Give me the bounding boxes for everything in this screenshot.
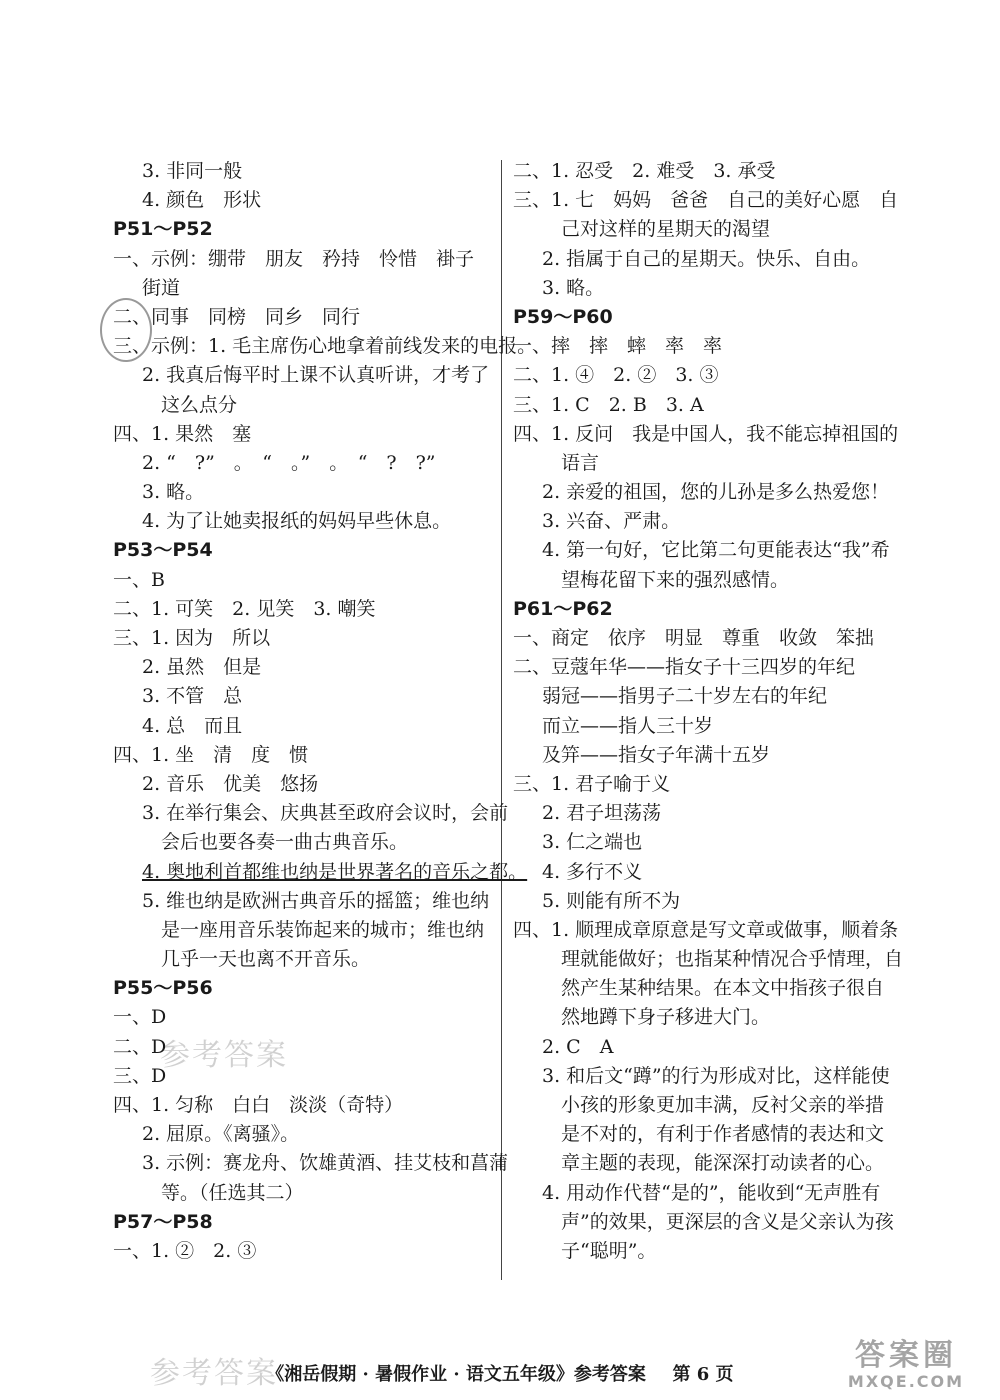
answer-text: 街道 <box>142 276 181 299</box>
answer-text: 声”的效果，更深层的含义是父亲认为孩 <box>561 1210 894 1233</box>
answer-line <box>513 1062 893 1091</box>
answer-text: 一、示例：绷带 朋友 矜持 怜惜 褂子 <box>113 247 475 270</box>
answer-text: 3. 在举行集会、庆典甚至政府会议时，会前 <box>142 802 509 825</box>
answer-line <box>513 157 893 186</box>
answer-line <box>113 1120 493 1149</box>
answer-line <box>513 391 893 420</box>
answer-text: 四、1. 匀称 白白 淡淡（奇特） <box>113 1094 404 1116</box>
answer-text: 2. 屈原。《离骚》。 <box>142 1123 300 1146</box>
answer-line <box>513 361 893 390</box>
answer-text: 章主题的表现，能深深打动读者的心。 <box>561 1152 885 1175</box>
watermark-main: 答案圈 <box>855 1338 957 1373</box>
answer-text: 这么点分 <box>161 393 238 416</box>
answer-text: 四、1. 果然 塞 <box>113 422 252 445</box>
answer-text: 二、1. ④ 2. ② 3. ③ <box>513 364 719 387</box>
answer-line <box>113 712 493 741</box>
answer-line <box>113 245 493 274</box>
answer-line <box>513 1208 893 1237</box>
answer-text: 小孩的形象更加丰满，反衬父亲的举措 <box>561 1094 885 1116</box>
watermark <box>826 1340 986 1400</box>
answer-line <box>113 887 493 916</box>
answer-line <box>113 858 528 887</box>
answer-line <box>113 799 509 828</box>
answer-line <box>513 653 893 682</box>
answer-line <box>513 1179 893 1208</box>
answer-text: 会后也要各奏一曲古典音乐。 <box>161 831 409 854</box>
answer-line <box>113 1033 493 1062</box>
answer-line <box>513 1003 893 1032</box>
answer-text: 2. 亲爱的祖国，您的儿孙是多么热爱您！ <box>542 481 890 504</box>
answer-line <box>113 449 493 478</box>
answer-line <box>113 420 493 449</box>
answer-line <box>113 595 493 624</box>
answer-text: 3. 略。 <box>542 276 605 299</box>
answer-line <box>513 799 893 828</box>
answer-text: 然地蹲下身子移进大门。 <box>561 1006 771 1029</box>
section-heading <box>113 974 493 1003</box>
answer-line <box>113 507 493 536</box>
answer-line <box>513 682 893 711</box>
answer-text: 然产生某种结果。在本文中指孩子很自 <box>561 977 885 1000</box>
answer-text: 5. 维也纳是欧洲古典音乐的摇篮；维也纳 <box>142 889 490 912</box>
answer-line <box>113 274 493 303</box>
answer-line <box>113 1062 493 1091</box>
answer-line <box>513 566 893 595</box>
answer-text: 一、1. ② 2. ③ <box>113 1239 257 1262</box>
answer-text: 一、D <box>113 1006 167 1029</box>
answer-text: 四、1. 坐 清 度 惯 <box>113 743 309 766</box>
answer-line <box>513 449 893 478</box>
answer-text: 4. 多行不义 <box>542 860 643 883</box>
answer-text: 3. 略。 <box>142 481 205 504</box>
footer-page-number: 第 6 页 <box>672 1364 734 1385</box>
answer-text: P59～P60 <box>513 305 613 328</box>
answer-line <box>113 653 493 682</box>
answer-text: 一、摔 摔 蟀 率 率 <box>513 335 723 358</box>
answer-text: 己对这样的星期天的渴望 <box>561 218 771 241</box>
faint-mark-middle: 参考答案 <box>160 1038 288 1073</box>
answer-text: 3. 和后文“蹲”的行为形成对比，这样能使 <box>542 1064 890 1087</box>
answer-text: 3. 不管 总 <box>142 685 243 708</box>
answer-line <box>513 916 899 945</box>
answer-text: 等。（任选其二） <box>161 1181 304 1204</box>
answer-line <box>113 391 493 420</box>
right-column <box>513 157 904 1266</box>
answer-line <box>513 332 893 361</box>
answer-text: 一、商定 依序 明显 尊重 收敛 笨拙 <box>513 627 875 649</box>
answer-line <box>513 478 893 507</box>
answer-line <box>113 741 493 770</box>
answer-text: P57～P58 <box>113 1210 213 1233</box>
answer-text: 2. “ ?” 。 “ 。” 。 “ ? ?” <box>142 451 436 474</box>
answer-line <box>113 1149 509 1178</box>
watermark-site: MXQE.COM <box>847 1372 965 1391</box>
answer-line <box>113 624 493 653</box>
section-heading <box>113 215 493 244</box>
answer-text: 3. 兴奋、严肃。 <box>542 510 681 533</box>
answer-line <box>513 858 893 887</box>
answer-line <box>513 1237 893 1266</box>
answer-line <box>513 420 899 449</box>
answer-text: 语言 <box>561 451 600 474</box>
answer-line <box>113 1179 493 1208</box>
answer-line <box>113 361 493 390</box>
answer-text: 三、1. 君子喻于义 <box>513 772 671 795</box>
answer-text: 4. 总 而且 <box>142 714 243 737</box>
answer-text: 几乎一天也离不开音乐。 <box>161 948 371 971</box>
answer-text: 四、1. 顺理成章原意是写文章或做事，顺着条 <box>513 918 899 941</box>
answer-line <box>513 1091 893 1120</box>
section-heading <box>513 595 893 624</box>
answer-text: 二、D <box>113 1035 167 1058</box>
answer-line <box>113 916 493 945</box>
answer-text: 2. 我真后悔平时上课不认真听讲，才考了 <box>142 364 490 387</box>
answer-line <box>513 507 893 536</box>
answer-line <box>113 682 493 711</box>
answer-text: 二、1. 忍受 2. 难受 3. 承受 <box>513 160 776 182</box>
answer-line <box>513 274 893 303</box>
answer-text: 4. 奥地利首都维也纳是世界著名的音乐之都。 <box>142 860 528 883</box>
answer-line <box>113 828 493 857</box>
faint-mark-footer: 参考答案 <box>150 1356 278 1391</box>
answer-line <box>513 741 893 770</box>
answer-text: 4. 为了让她卖报纸的妈妈早些休息。 <box>142 510 452 533</box>
answer-text: 3. 非同一般 <box>142 160 243 182</box>
answer-line <box>513 624 893 653</box>
answer-line <box>513 770 893 799</box>
answer-text: 2. 音乐 优美 悠扬 <box>142 772 319 795</box>
section-heading <box>513 303 893 332</box>
answer-text: 子“聪明”。 <box>561 1239 657 1262</box>
answer-line <box>513 536 893 565</box>
answer-text: 三、1. 七 妈妈 爸爸 自己的美好心愿 自 <box>513 189 899 212</box>
answer-line <box>113 1091 493 1120</box>
answer-text: 二、同事 同榜 同乡 同行 <box>113 305 361 328</box>
answer-line <box>513 945 904 974</box>
left-column <box>113 157 537 1266</box>
answer-line <box>513 828 893 857</box>
answer-text: 3. 示例：赛龙舟、饮雄黄酒、挂艾枝和菖蒲 <box>142 1152 509 1175</box>
answer-line <box>113 1003 493 1032</box>
section-heading <box>113 536 493 565</box>
answer-text: 三、示例：1. 毛主席伤心地拿着前线发来的电报。 <box>113 335 537 358</box>
answer-line <box>113 945 493 974</box>
answer-line <box>513 186 899 215</box>
answer-text: 3. 仁之端也 <box>542 831 643 854</box>
answer-text: 4. 第一句好，它比第二句更能表达“我”希 <box>542 539 890 562</box>
answer-line <box>513 1120 893 1149</box>
answer-line <box>113 186 493 215</box>
answer-text: 三、1. 因为 所以 <box>113 627 271 649</box>
answer-text: 四、1. 反问 我是中国人，我不能忘掉祖国的 <box>513 422 899 445</box>
answer-text: 5. 则能有所不为 <box>542 889 681 912</box>
answer-text: 2. 君子坦荡荡 <box>542 802 662 825</box>
answer-text: P53～P54 <box>113 539 213 562</box>
answer-line <box>113 770 493 799</box>
answer-line <box>113 332 537 361</box>
answer-text: 弱冠——指男子二十岁左右的年纪 <box>542 685 828 708</box>
answer-line <box>113 1237 493 1266</box>
answer-text: 一、B <box>113 568 165 591</box>
answer-text: P55～P56 <box>113 977 213 1000</box>
answer-text: 理就能做好；也指某种情况合乎情理，自 <box>561 948 904 971</box>
answer-text: 是一座用音乐装饰起来的城市；维也纳 <box>161 918 485 941</box>
answer-text: 三、D <box>113 1064 167 1087</box>
answer-line <box>513 974 893 1003</box>
answer-text: 而立——指人三十岁 <box>542 714 714 737</box>
answer-text: P51～P52 <box>113 218 213 241</box>
answer-line <box>113 157 493 186</box>
answer-line <box>113 566 493 595</box>
column-divider <box>501 160 502 1280</box>
answer-line <box>113 303 493 332</box>
answer-line <box>513 215 893 244</box>
answer-text: 是不对的，有利于作者感情的表达和文 <box>561 1123 885 1146</box>
answer-line <box>513 245 893 274</box>
answer-line <box>513 712 893 741</box>
answer-line <box>113 478 493 507</box>
answer-text: 二、豆蔻年华——指女子十三四岁的年纪 <box>513 656 856 679</box>
answer-text: 2. 虽然 但是 <box>142 656 262 679</box>
answer-text: 4. 颜色 形状 <box>142 189 262 212</box>
answer-text: 2. 指属于自己的星期天。快乐、自由。 <box>542 247 871 270</box>
answer-line <box>513 1149 893 1178</box>
section-heading <box>113 1208 493 1237</box>
page-footer <box>150 1360 850 1386</box>
answer-line <box>513 1033 893 1062</box>
answer-text: 二、1. 可笑 2. 见笑 3. 嘲笑 <box>113 597 376 620</box>
answer-text: 望梅花留下来的强烈感情。 <box>561 568 790 591</box>
answer-text: 三、1. C 2. B 3. A <box>513 393 704 416</box>
answer-text: 4. 用动作代替“是的”，能收到“无声胜有 <box>542 1181 881 1204</box>
answer-text: 2. C A <box>542 1035 614 1058</box>
footer-book-title: 《湘岳假期 · 暑假作业 · 语文五年级》参考答案 <box>266 1364 646 1385</box>
answer-text: 及笄——指女子年满十五岁 <box>542 743 771 766</box>
answer-line <box>513 887 893 916</box>
answer-text: P61～P62 <box>513 597 613 620</box>
